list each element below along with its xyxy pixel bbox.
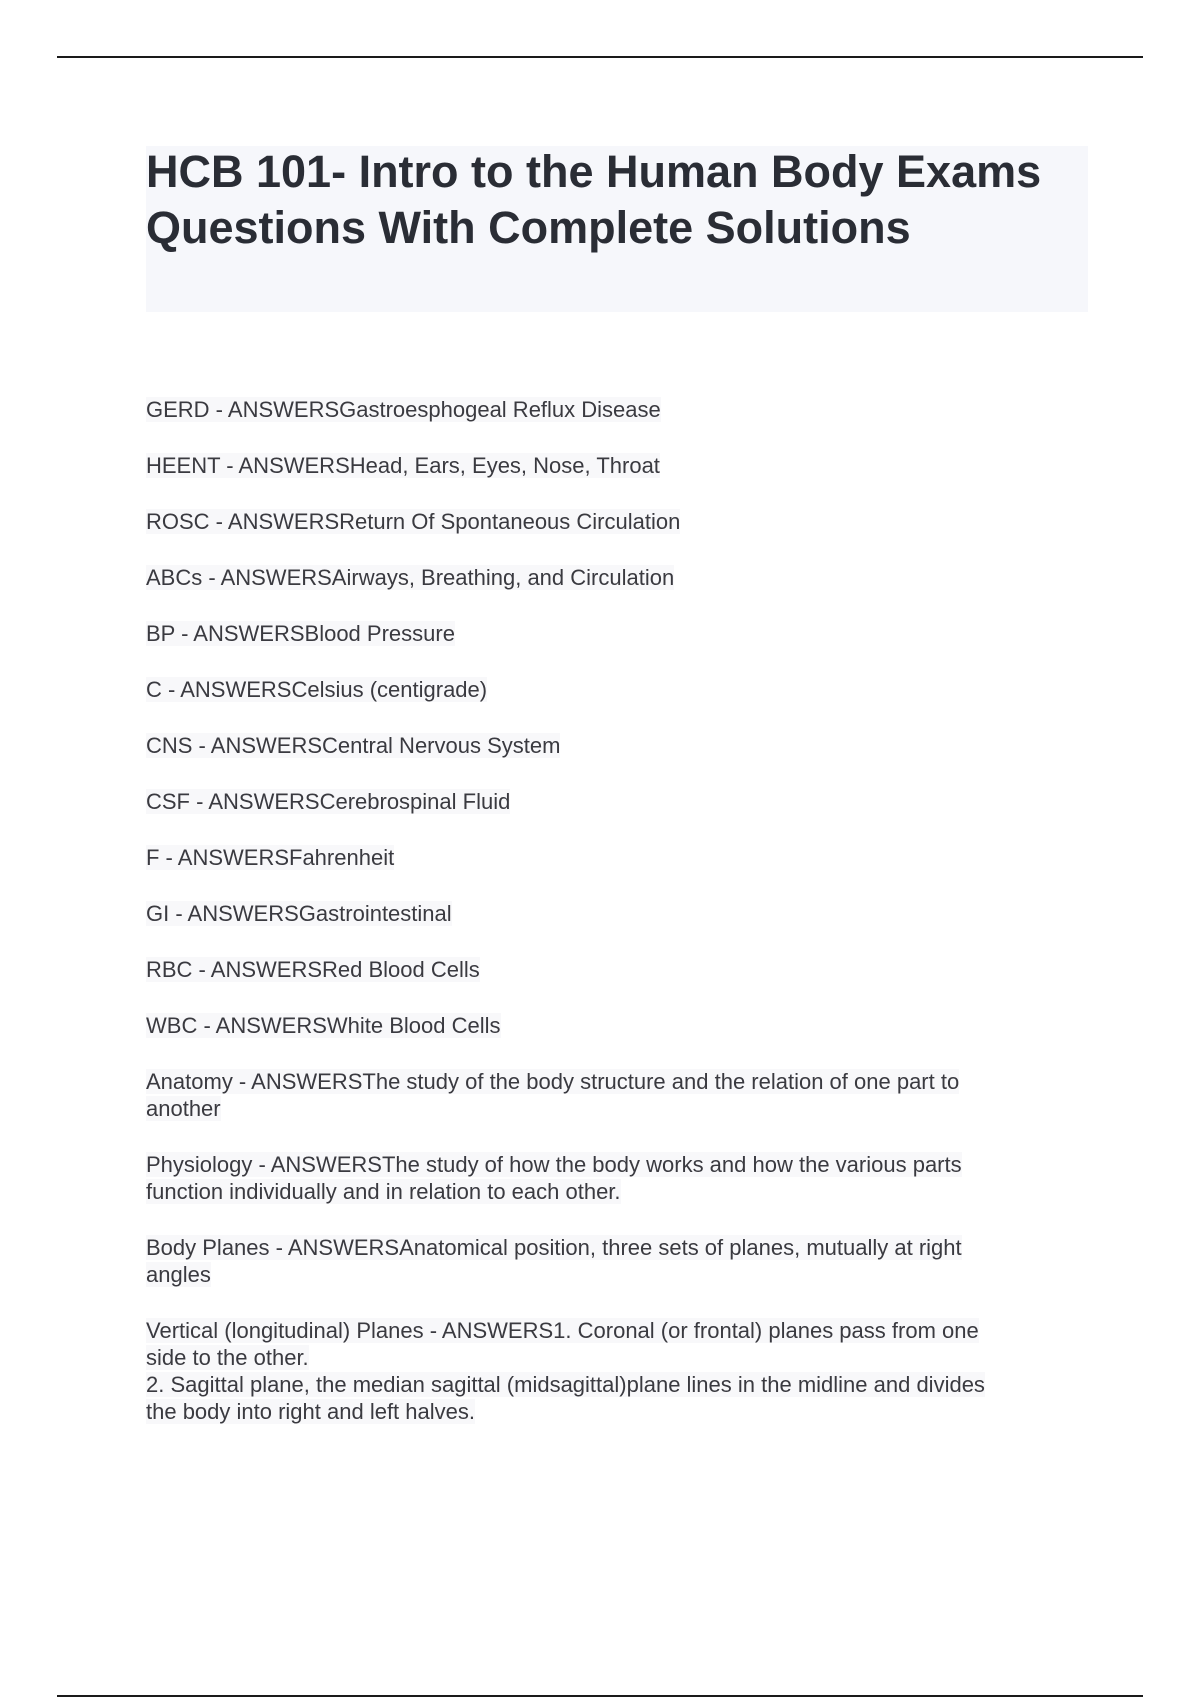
qa-entry-rosc: ROSC - ANSWERSReturn Of Spontaneous Circulation bbox=[146, 509, 681, 534]
qa-list bbox=[146, 396, 1088, 1454]
qa-entry-anatomy: Anatomy - ANSWERSThe study of the body structure and the relation of one part to another bbox=[146, 1069, 960, 1121]
qa-entry-c: C - ANSWERSCelsius (centigrade) bbox=[146, 677, 488, 702]
qa-entry-f: F - ANSWERSFahrenheit bbox=[146, 845, 395, 870]
qa-entry-abcs: ABCs - ANSWERSAirways, Breathing, and Circulation bbox=[146, 565, 675, 590]
qa-entry-physiology: Physiology - ANSWERSThe study of how the body works and how the various parts function individually and in relation to each other. bbox=[146, 1152, 962, 1204]
qa-entry-heent: HEENT - ANSWERSHead, Ears, Eyes, Nose, Throat bbox=[146, 453, 660, 478]
qa-entry-wbc: WBC - ANSWERSWhite Blood Cells bbox=[146, 1013, 501, 1038]
qa-entry-gi: GI - ANSWERSGastrointestinal bbox=[146, 901, 452, 926]
document-title: HCB 101- Intro to the Human Body Exams Questions With Complete Solutions bbox=[146, 146, 1042, 253]
qa-entry-vertical-planes: Vertical (longitudinal) Planes - ANSWERS1. Coronal (or frontal) planes pass from one side to the other. 2. Sagittal plane, the median sagittal (midsagittal)plane lines in the midline and divides the body into right and left halves. bbox=[146, 1318, 985, 1424]
qa-entry-csf: CSF - ANSWERSCerebrospinal Fluid bbox=[146, 789, 511, 814]
qa-entry-body-planes: Body Planes - ANSWERSAnatomical position, three sets of planes, mutually at right angles bbox=[146, 1235, 962, 1287]
bottom-rule bbox=[57, 1695, 1143, 1697]
qa-entry-bp: BP - ANSWERSBlood Pressure bbox=[146, 621, 455, 646]
qa-entry-cns: CNS - ANSWERSCentral Nervous System bbox=[146, 733, 561, 758]
top-rule bbox=[57, 56, 1143, 58]
qa-entry-gerd: GERD - ANSWERSGastroesphogeal Reflux Disease bbox=[146, 397, 661, 422]
qa-entry-rbc: RBC - ANSWERSRed Blood Cells bbox=[146, 957, 480, 982]
